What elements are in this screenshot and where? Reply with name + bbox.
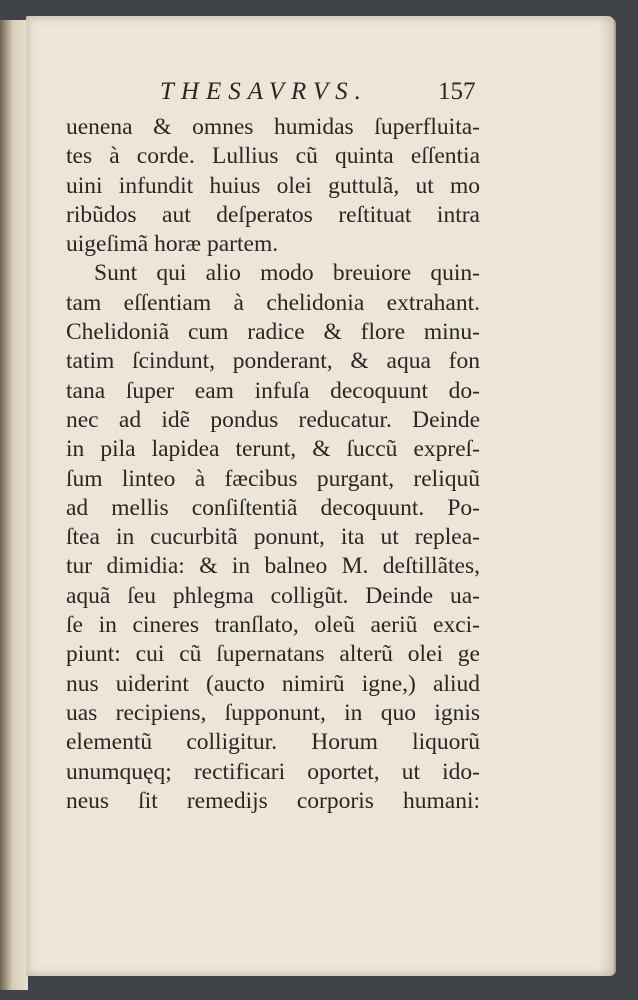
text-line: uini infundit huius olei guttulã, ut mo	[66, 172, 480, 199]
text-line: neus ſit remedijs corporis humani:	[66, 787, 480, 814]
text-line: tam eſſentiam à chelidonia extrahant.	[66, 289, 480, 316]
text-line: nec ad idẽ pondus reducatur. Deinde	[66, 406, 480, 433]
text-line: tes à corde. Lullius cũ quinta eſſentia	[66, 143, 480, 170]
facing-page-edge	[0, 20, 28, 990]
text-line: unumquęq; rectificari oportet, ut ido-	[66, 758, 480, 785]
text-line: ſtea in cucurbitã ponunt, ita ut replea-	[66, 524, 480, 551]
page-number: 157	[438, 78, 476, 105]
text-line: ſum linteo à fæcibus purgant, reliquũ	[66, 465, 480, 492]
running-head	[0, 78, 638, 112]
text-line: tur dimidia: & in balneo M. deſtillãtes,	[66, 553, 480, 580]
text-block	[66, 113, 480, 816]
text-line: elementũ colligitur. Horum liquorũ	[66, 729, 480, 756]
running-title: THESAVRVS.	[160, 78, 368, 105]
text-line: in pila lapidea terunt, & ſuccũ expreſ-	[66, 436, 480, 463]
text-line: nus uiderint (aucto nimirũ igne,) aliud	[66, 670, 480, 697]
text-line: piunt: cui cũ ſupernatans alterũ olei ge	[66, 641, 480, 668]
text-line: uas recipiens, ſupponunt, in quo ignis	[66, 699, 480, 726]
text-line: uenena & omnes humidas ſuperfluita-	[66, 114, 480, 140]
text-line: aquã ſeu phlegma colligũt. Deinde ua-	[66, 582, 480, 609]
text-line: tatim ſcindunt, ponderant, & aqua fon	[66, 348, 480, 375]
text-line: ribũdos aut deſperatos reſtituat intra	[66, 201, 480, 228]
text-line: ſe in cineres tranſlato, oleũ aeriũ exci-	[66, 612, 480, 639]
text-line: uigeſimã horæ partem.	[66, 231, 279, 258]
text-line: ad mellis conſiſtentiã decoquunt. Po-	[66, 494, 480, 521]
text-line: Sunt qui alio modo breuiore quin-	[94, 260, 480, 287]
text-line: Chelidoniã cum radice & flore minu-	[66, 319, 480, 346]
text-line: tana ſuper eam infuſa decoquunt do-	[66, 377, 480, 404]
